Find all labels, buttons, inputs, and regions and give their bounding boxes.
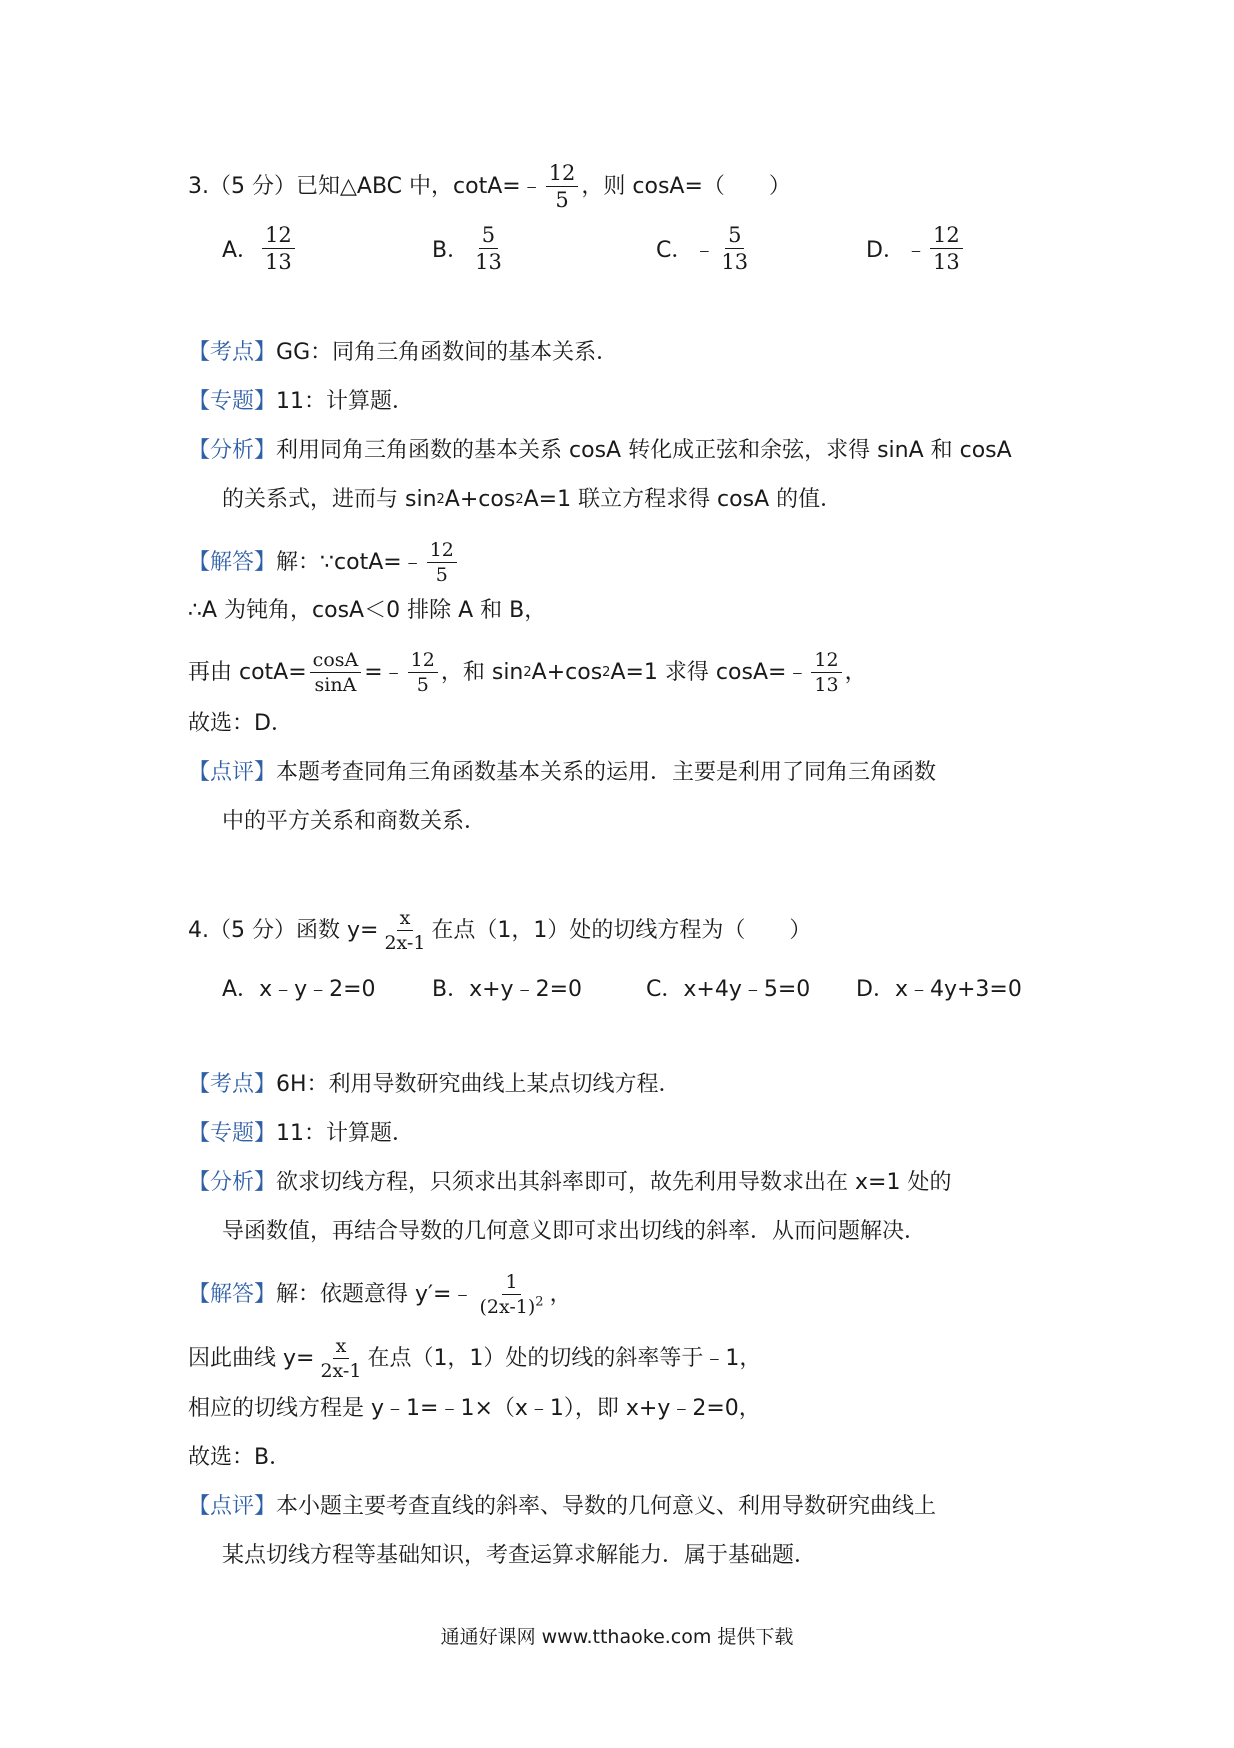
q4-stem: 4.（5 分）函数 y= $\frac{x}{2x-1}$ 在点（1，1）处的切线方程为（ ） [188,907,812,954]
q3-jieda: 【解答】 解：∵cotA=﹣ $\frac{12}{5}$ [188,538,460,587]
q4-step2: 因此曲线 y= $\frac{x}{2x-1}$ 在点（1，1）处的切线的斜率等于﹣1， [188,1335,762,1382]
q4-fenxi: 【分析】 欲求切线方程，只须求出其斜率即可，故先利用导数求出在 x=1 处的 [188,1170,952,1195]
q3-answer: 故选：D． [188,711,293,736]
q3-fenxi: 【分析】 利用同角三角函数的基本关系 cosA 转化成正弦和余弦，求得 sinA 和 cosA [188,438,1012,463]
q4-option-c: C． x+4y﹣5=0 [646,977,811,1002]
q4-jieda: 【解答】 解：依题意得 y′=﹣ $\frac{1}{(2x-1)^2}$ ， [188,1271,572,1318]
q4-option-a: A． x﹣y﹣2=0 [222,977,376,1002]
q3-stem [188,160,791,213]
q3-zhuanti: 【专题】 11：计算题． [188,389,415,414]
page-footer: 通通好课网 www.tthaoke.com 提供下载 [440,1626,794,1648]
q4-dianping-cont: 某点切线方程等基础知识，考查运算求解能力．属于基础题． [222,1543,817,1568]
q3-option-c: C． ﹣ $\frac{5}{13}$ [656,223,749,274]
q3-number: 3.（5 分）已知△ABC 中，cotA=﹣ [188,173,543,199]
q3-fenxi-cont: 的关系式，进而与 sin 2 A+cos 2 A=1 联立方程求得 cosA 的值． [222,487,843,512]
q3-fraction: $\frac{12}{5}$ [546,160,579,213]
q4-fenxi-cont: 导函数值，再结合导数的几何意义即可求出切线的斜率．从而问题解决． [222,1219,927,1244]
q3-tail: ，则 cosA=（ ） [581,173,791,199]
q3-dianping: 【点评】 本题考查同角三角函数基本关系的运用．主要是利用了同角三角函数 [188,760,937,785]
q3-option-a: A． $\frac{12}{13}$ [222,222,298,275]
q3-option-b: B． $\frac{5}{13}$ [432,223,502,274]
q3-step3: 再由 cotA= $\frac{\cos A}{\sin A}$ =﹣ $\frac{12}{5}$ ，和 sin 2 A+cos 2 A=1 求得 cosA=﹣ $\frac{12}{13}$ ， [188,649,867,696]
q4-answer: 故选：B． [188,1445,292,1470]
q3-kaodian: 【考点】 GG：同角三角函数间的基本关系． [188,340,619,365]
q4-kaodian: 【考点】 6H：利用导数研究曲线上某点切线方程． [188,1072,681,1097]
q4-option-b: B． x+y﹣2=0 [432,977,582,1002]
q3-option-d: D． ﹣ $\frac{12}{13}$ [866,222,966,275]
q4-dianping: 【点评】 本小题主要考查直线的斜率、导数的几何意义、利用导数研究曲线上 [188,1494,937,1519]
q3-step2: ∴A 为钝角，cosA＜0 排除 A 和 B， [188,598,547,623]
q4-step3: 相应的切线方程是 y﹣1=﹣1×（x﹣1），即 x+y﹣2=0， [188,1396,761,1421]
q3-dianping-cont: 中的平方关系和商数关系． [222,809,487,834]
q4-option-d: D． x﹣4y+3=0 [856,977,1022,1002]
q4-zhuanti: 【专题】 11：计算题． [188,1121,415,1146]
